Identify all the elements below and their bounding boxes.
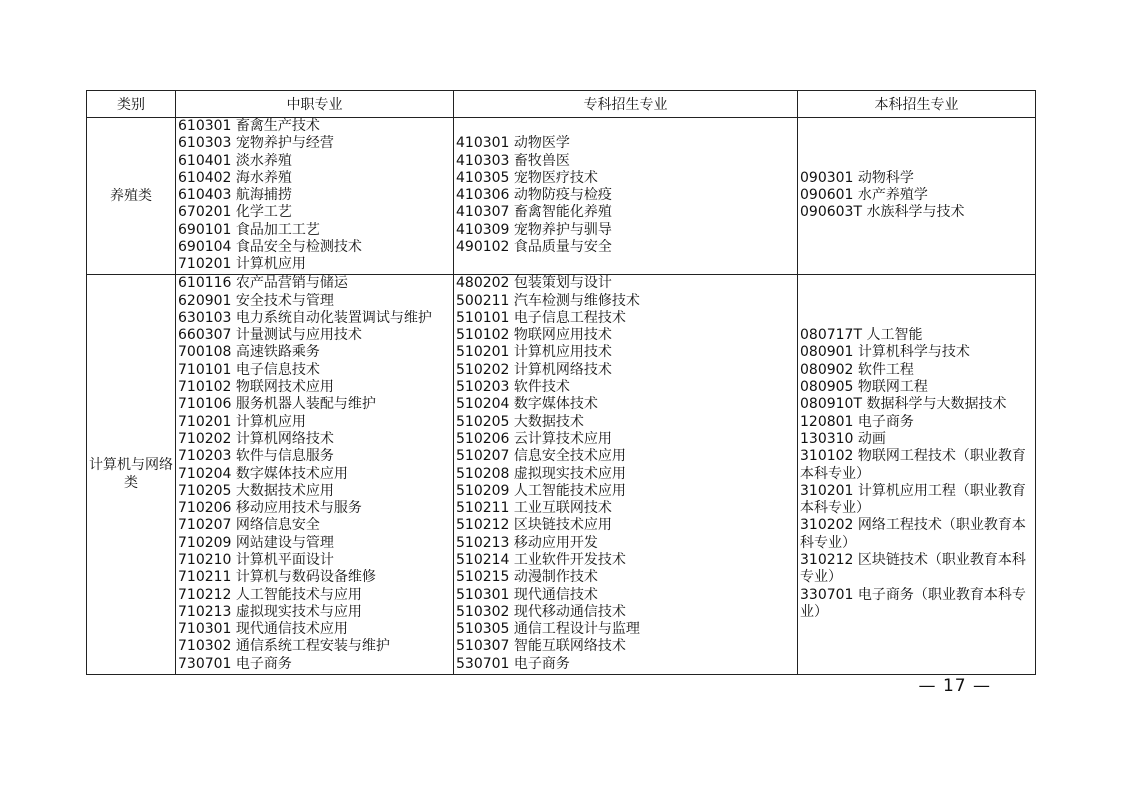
list-item: 710203 软件与信息服务 bbox=[178, 448, 334, 465]
list-item: 310202 网络工程技术（职业教育本科专业） bbox=[800, 517, 1026, 551]
list-item: 610303 宠物养护与经营 bbox=[178, 135, 334, 152]
list-item: 510307 智能互联网络技术 bbox=[456, 638, 626, 655]
list-item: 510203 软件技术 bbox=[456, 379, 570, 396]
list-item: 510204 数字媒体技术 bbox=[456, 396, 598, 413]
header-undergrad: 本科招生专业 bbox=[798, 91, 1036, 118]
category-cell: 计算机与网络类 bbox=[87, 274, 176, 674]
list-item: 710209 网站建设与管理 bbox=[178, 534, 334, 551]
list-item: 510205 大数据技术 bbox=[456, 413, 584, 430]
header-secondary: 中职专业 bbox=[176, 91, 454, 118]
list-item: 330701 电子商务（职业教育本科专业） bbox=[800, 586, 1026, 620]
list-item: 410307 畜禽智能化养殖 bbox=[456, 204, 612, 221]
college-list bbox=[454, 118, 798, 275]
header-category: 类别 bbox=[87, 91, 176, 118]
list-item: 710106 服务机器人装配与维护 bbox=[178, 396, 376, 413]
list-item: 690101 食品加工工艺 bbox=[178, 221, 320, 238]
list-item: 700108 高速铁路乘务 bbox=[178, 344, 320, 361]
list-item: 090603T 水族科学与技术 bbox=[800, 204, 965, 221]
list-item: 080901 计算机科学与技术 bbox=[800, 344, 970, 361]
page-number: — 17 — bbox=[918, 676, 991, 696]
list-item: 310201 计算机应用工程（职业教育本科专业） bbox=[800, 482, 1026, 517]
list-item: 510212 区块链技术应用 bbox=[456, 517, 612, 534]
table-row bbox=[87, 118, 1036, 275]
list-item: 710207 网络信息安全 bbox=[178, 517, 320, 534]
list-item: 090301 动物科学 bbox=[800, 169, 914, 186]
list-item: 510214 工业软件开发技术 bbox=[456, 552, 626, 568]
list-item: 480202 包装策划与设计 bbox=[456, 275, 612, 292]
undergrad-list bbox=[798, 118, 1036, 275]
header-college: 专科招生专业 bbox=[454, 91, 798, 118]
category-cell: 养殖类 bbox=[87, 118, 176, 275]
list-item: 410306 动物防疫与检疫 bbox=[456, 187, 612, 204]
list-item: 530701 电子商务 bbox=[456, 655, 570, 672]
list-item: 510213 移动应用开发 bbox=[456, 534, 598, 551]
list-item: 410309 宠物养护与驯导 bbox=[456, 221, 612, 238]
list-item: 710201 计算机应用 bbox=[178, 256, 306, 273]
list-item: 410305 宠物医疗技术 bbox=[456, 169, 598, 186]
list-item: 710205 大数据技术应用 bbox=[178, 482, 334, 499]
list-item: 710212 人工智能技术与应用 bbox=[178, 586, 362, 603]
list-item: 510201 计算机应用技术 bbox=[456, 344, 612, 361]
list-item: 410301 动物医学 bbox=[456, 135, 570, 152]
list-item: 310212 区块链技术（职业教育本科专业） bbox=[800, 552, 1026, 586]
undergrad-list bbox=[798, 274, 1036, 674]
majors-table bbox=[86, 90, 1036, 675]
table-row bbox=[87, 274, 1036, 674]
list-item: 510102 物联网应用技术 bbox=[456, 327, 612, 344]
list-item: 120801 电子商务 bbox=[800, 413, 914, 430]
list-item: 080905 物联网工程 bbox=[800, 379, 928, 396]
list-item: 710102 物联网技术应用 bbox=[178, 379, 334, 396]
list-item: 710302 通信系统工程安装与维护 bbox=[178, 638, 390, 655]
list-item: 510206 云计算技术应用 bbox=[456, 430, 612, 447]
list-item: 610403 航海捕捞 bbox=[178, 187, 292, 204]
list-item: 130310 动画 bbox=[800, 430, 886, 447]
list-item: 710211 计算机与数码设备维修 bbox=[178, 569, 376, 586]
list-item: 510302 现代移动通信技术 bbox=[456, 603, 626, 620]
list-item: 080910T 数据科学与大数据技术 bbox=[800, 396, 1007, 413]
list-item: 080717T 人工智能 bbox=[800, 327, 923, 344]
list-item: 710201 计算机应用 bbox=[178, 413, 306, 430]
list-item: 670201 化学工艺 bbox=[178, 204, 292, 221]
list-item: 610301 畜禽生产技术 bbox=[178, 118, 320, 134]
secondary-list bbox=[176, 118, 454, 275]
list-item: 610116 农产品营销与储运 bbox=[178, 275, 348, 292]
list-item: 510207 信息安全技术应用 bbox=[456, 448, 626, 465]
list-item: 690104 食品安全与检测技术 bbox=[178, 239, 362, 256]
list-item: 510202 计算机网络技术 bbox=[456, 361, 612, 378]
list-item: 710204 数字媒体技术应用 bbox=[178, 465, 348, 482]
list-item: 710213 虚拟现实技术与应用 bbox=[178, 603, 362, 620]
list-item: 710210 计算机平面设计 bbox=[178, 552, 334, 568]
list-item: 510215 动漫制作技术 bbox=[456, 569, 598, 586]
list-item: 660307 计量测试与应用技术 bbox=[178, 327, 362, 344]
secondary-list bbox=[176, 274, 454, 674]
list-item: 490102 食品质量与安全 bbox=[456, 239, 612, 256]
list-item: 710101 电子信息技术 bbox=[178, 361, 320, 378]
list-item: 710202 计算机网络技术 bbox=[178, 430, 334, 447]
list-item: 730701 电子商务 bbox=[178, 655, 292, 672]
list-item: 510305 通信工程设计与监理 bbox=[456, 621, 640, 638]
list-item: 310102 物联网工程技术（职业教育本科专业） bbox=[800, 448, 1026, 482]
list-item: 510211 工业互联网技术 bbox=[456, 500, 612, 517]
list-item: 500211 汽车检测与维修技术 bbox=[456, 292, 640, 309]
header-row bbox=[87, 91, 1036, 118]
list-item: 510208 虚拟现实技术应用 bbox=[456, 465, 626, 482]
list-item: 710301 现代通信技术应用 bbox=[178, 621, 348, 638]
list-item: 710206 移动应用技术与服务 bbox=[178, 500, 362, 517]
list-item: 510209 人工智能技术应用 bbox=[456, 482, 626, 499]
college-list bbox=[454, 274, 798, 674]
list-item: 510101 电子信息工程技术 bbox=[456, 309, 626, 326]
list-item: 630103 电力系统自动化装置调试与维护 bbox=[178, 309, 432, 326]
list-item: 610402 海水养殖 bbox=[178, 169, 292, 186]
list-item: 410303 畜牧兽医 bbox=[456, 152, 570, 169]
list-item: 090601 水产养殖学 bbox=[800, 187, 928, 204]
list-item: 610401 淡水养殖 bbox=[178, 152, 292, 169]
list-item: 620901 安全技术与管理 bbox=[178, 292, 334, 309]
list-item: 510301 现代通信技术 bbox=[456, 586, 598, 603]
list-item: 080902 软件工程 bbox=[800, 361, 914, 378]
